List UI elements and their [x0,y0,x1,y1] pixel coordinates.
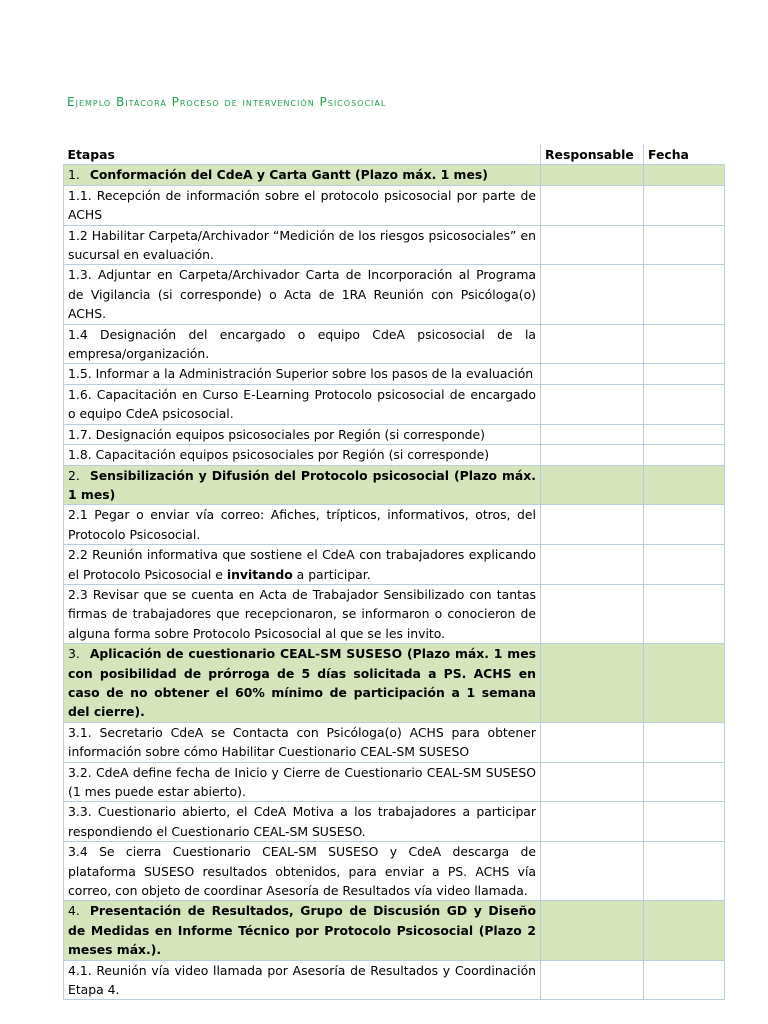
fecha-cell[interactable] [644,584,725,643]
task-3-3: 3.3. Cuestionario abierto, el CdeA Motiva a los trabajadores a participar respondiendo el Cuestionario CEAL-SM SUSESO. [64,802,541,842]
fecha-cell[interactable] [644,364,725,384]
task-1-3: 1.3. Adjuntar en Carpeta/Archivador Carta de Incorporación al Programa de Vigilancia (si corresponde) o Acta de 1RA Reunión con Psicóloga(o) ACHS. [64,265,541,324]
stage-row-1 [64,165,725,185]
fecha-cell[interactable] [644,644,725,723]
fecha-cell[interactable] [644,185,725,225]
table-row [64,762,725,802]
responsable-cell[interactable] [541,324,644,364]
responsable-cell[interactable] [541,384,644,424]
header-responsable: Responsable [541,145,644,165]
task-1-6: 1.6. Capacitación en Curso E-Learning Protocolo psicosocial de encargado o equipo CdeA psicosocial. [64,384,541,424]
stage-title-4: 4. Presentación de Resultados, Grupo de Discusión GD y Diseño de Medidas en Informe Técnico por Protocolo Psicosocial (Plazo 2 meses máx.). [64,901,541,960]
fecha-cell[interactable] [644,505,725,545]
fecha-cell[interactable] [644,225,725,265]
table-row [64,364,725,384]
document-title: Ejemplo Bitácora Proceso de intervención Psicosocial [67,95,387,109]
fecha-cell[interactable] [644,842,725,901]
responsable-cell[interactable] [541,225,644,265]
table-header-row [64,145,725,165]
task-1-2: 1.2 Habilitar Carpeta/Archivador “Medición de los riesgos psicosociales” en sucursal en evaluación. [64,225,541,265]
task-1-7: 1.7. Designación equipos psicosociales por Región (si corresponde) [64,424,541,444]
fecha-cell[interactable] [644,802,725,842]
responsable-cell[interactable] [541,802,644,842]
header-fecha: Fecha [644,145,725,165]
responsable-cell[interactable] [541,445,644,465]
bitacora-table [63,145,725,1000]
fecha-cell[interactable] [644,424,725,444]
task-4-1: 4.1. Reunión vía video llamada por Asesoría de Resultados y Coordinación Etapa 4. [64,960,541,1000]
task-2-2: 2.2 Reunión informativa que sostiene el CdeA con trabajadores explicando el Protocolo Psicosocial e invitando a participar. [64,545,541,585]
task-3-1: 3.1. Secretario CdeA se Contacta con Psicóloga(o) ACHS para obtener información sobre cómo Habilitar Cuestionario CEAL-SM SUSESO [64,722,541,762]
fecha-cell[interactable] [644,384,725,424]
responsable-cell[interactable] [541,722,644,762]
fecha-cell[interactable] [644,901,725,960]
stage-row-3 [64,644,725,723]
task-1-4: 1.4 Designación del encargado o equipo CdeA psicosocial de la empresa/organización. [64,324,541,364]
responsable-cell[interactable] [541,265,644,324]
fecha-cell[interactable] [644,545,725,585]
fecha-cell[interactable] [644,265,725,324]
responsable-cell[interactable] [541,762,644,802]
task-2-1: 2.1 Pegar o enviar vía correo: Afiches, trípticos, informativos, otros, del Protocolo Psicosocial. [64,505,541,545]
responsable-cell[interactable] [541,505,644,545]
table-row [64,445,725,465]
table-row [64,424,725,444]
fecha-cell[interactable] [644,722,725,762]
table-row [64,842,725,901]
table-row [64,960,725,1000]
task-1-1: 1.1. Recepción de información sobre el protocolo psicosocial por parte de ACHS [64,185,541,225]
fecha-cell[interactable] [644,324,725,364]
responsable-cell[interactable] [541,465,644,505]
table-row [64,324,725,364]
table-row [64,584,725,643]
stage-row-2 [64,465,725,505]
fecha-cell[interactable] [644,465,725,505]
table-row [64,545,725,585]
task-3-4: 3.4 Se cierra Cuestionario CEAL-SM SUSESO y CdeA descarga de plataforma SUSESO resultados obtenidos, para enviar a PS. ACHS vía correo, con objeto de coordinar Asesoría de Resultados vía video llamada. [64,842,541,901]
table-row [64,505,725,545]
table-row [64,185,725,225]
table-row [64,384,725,424]
header-etapas: Etapas [64,145,541,165]
table-row [64,722,725,762]
responsable-cell[interactable] [541,364,644,384]
responsable-cell[interactable] [541,185,644,225]
stage-title-3: 3. Aplicación de cuestionario CEAL-SM SUSESO (Plazo máx. 1 mes con posibilidad de prórroga de 5 días solicitada a PS. ACHS en caso de no obtener el 60% mínimo de participación a 1 semana del cierre). [64,644,541,723]
table-row [64,265,725,324]
responsable-cell[interactable] [541,584,644,643]
fecha-cell[interactable] [644,445,725,465]
fecha-cell[interactable] [644,762,725,802]
fecha-cell[interactable] [644,165,725,185]
fecha-cell[interactable] [644,960,725,1000]
responsable-cell[interactable] [541,165,644,185]
responsable-cell[interactable] [541,842,644,901]
task-3-2: 3.2. CdeA define fecha de Inicio y Cierre de Cuestionario CEAL-SM SUSESO (1 mes puede estar abierto). [64,762,541,802]
responsable-cell[interactable] [541,424,644,444]
table-row [64,802,725,842]
responsable-cell[interactable] [541,644,644,723]
stage-row-4 [64,901,725,960]
table-row [64,225,725,265]
responsable-cell[interactable] [541,901,644,960]
stage-title-1: 1. Conformación del CdeA y Carta Gantt (Plazo máx. 1 mes) [64,165,541,185]
task-1-5: 1.5. Informar a la Administración Superior sobre los pasos de la evaluación [64,364,541,384]
responsable-cell[interactable] [541,960,644,1000]
stage-title-2: 2. Sensibilización y Difusión del Protocolo psicosocial (Plazo máx. 1 mes) [64,465,541,505]
task-2-3: 2.3 Revisar que se cuenta en Acta de Trabajador Sensibilizado con tantas firmas de trabajadores que recepcionaron, se informaron o conocieron de alguna forma sobre Protocolo Psicosocial al que se les invito. [64,584,541,643]
responsable-cell[interactable] [541,545,644,585]
task-1-8: 1.8. Capacitación equipos psicosociales por Región (si corresponde) [64,445,541,465]
